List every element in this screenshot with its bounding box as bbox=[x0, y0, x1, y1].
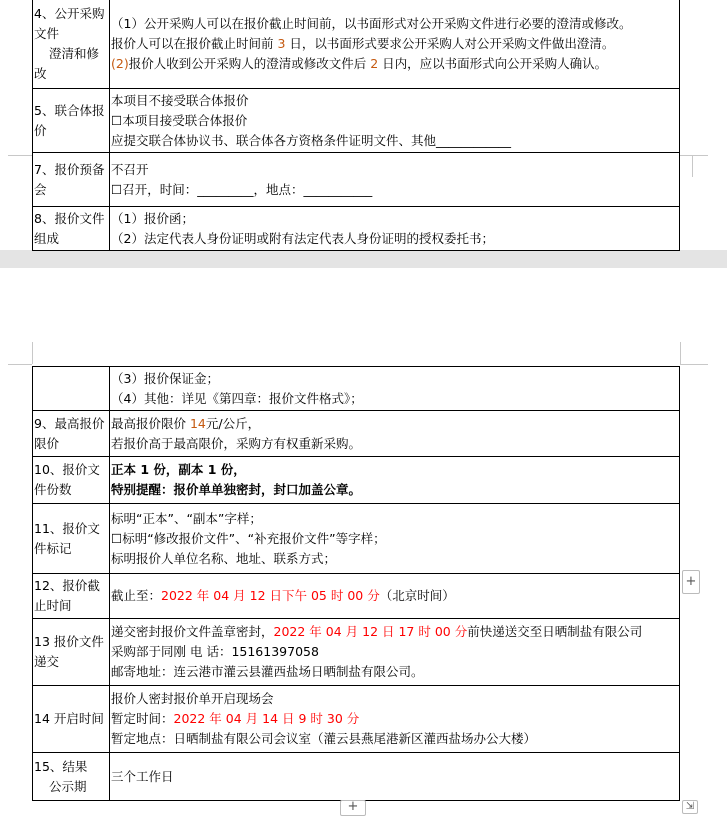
content-line bbox=[111, 549, 678, 569]
row-label: 公示期 bbox=[49, 778, 87, 794]
text-run: 不召开 bbox=[111, 161, 149, 177]
text-run: （1）公开采购人可以在报价截止时间前，以书面形式对公开采购文件进行必要的澄清或修改。 bbox=[111, 16, 632, 31]
content-line bbox=[111, 729, 678, 749]
content-line bbox=[111, 389, 678, 409]
page-corner-mark bbox=[680, 342, 681, 364]
row-content-cell[interactable] bbox=[110, 207, 680, 251]
page-separator bbox=[0, 250, 727, 268]
row-content-cell[interactable] bbox=[110, 0, 680, 89]
text-run: （2）法定代表人身份证明或附有法定代表人身份证明的授权委托书； bbox=[111, 230, 494, 246]
content-line bbox=[111, 460, 678, 480]
text-run: 采购部于同刚 电 话：15161397058 bbox=[111, 644, 319, 659]
row-content-cell[interactable] bbox=[110, 619, 680, 686]
row-label-cell bbox=[33, 504, 110, 574]
date-text: 2022 年 04 月 14 日 9 时 30 分 bbox=[173, 711, 360, 726]
table-resize-handle[interactable]: ⇲ bbox=[682, 800, 698, 814]
row-label: 4、公开采购文件 bbox=[34, 6, 105, 41]
text-run: （北京时间） bbox=[379, 588, 455, 603]
add-row-button[interactable]: + bbox=[682, 570, 700, 594]
text-run: 本项目不接受联合体报价 bbox=[111, 92, 249, 108]
table-row bbox=[33, 411, 680, 457]
row-label-cell bbox=[33, 207, 110, 251]
row-label-cell bbox=[33, 89, 110, 153]
row-label-cell bbox=[33, 153, 110, 207]
row-label-cell bbox=[33, 0, 110, 89]
page-corner-mark bbox=[692, 155, 693, 177]
row-label-cell bbox=[33, 574, 110, 619]
content-line bbox=[111, 480, 678, 500]
page-corner-mark bbox=[8, 364, 32, 365]
text-run: 日内，应以书面形式向公开采购人确认。 bbox=[378, 56, 608, 71]
text-run: （1）报价函； bbox=[111, 210, 194, 226]
table-row bbox=[33, 574, 680, 619]
text-run: 14 bbox=[189, 415, 206, 431]
page-corner-mark bbox=[32, 342, 33, 364]
text-run: 截止至： bbox=[111, 588, 162, 603]
row-content-cell[interactable] bbox=[110, 367, 680, 411]
text-run: 元/公斤， bbox=[205, 415, 261, 431]
text-run: 若报价高于最高限价，采购方有权重新采购。 bbox=[111, 435, 362, 451]
table-row bbox=[33, 367, 680, 411]
content-line bbox=[111, 229, 678, 249]
text-run: 正本 1 份，副本 1 份， bbox=[111, 462, 246, 477]
table-row bbox=[33, 207, 680, 251]
text-run: 最高报价限价 bbox=[111, 415, 190, 431]
row-label-cell bbox=[33, 753, 110, 801]
page-corner-mark bbox=[8, 155, 32, 156]
content-line bbox=[111, 111, 678, 131]
content-line bbox=[111, 434, 678, 454]
date-text: 2022 年 04 月 12 日下午 05 时 00 分 bbox=[161, 588, 380, 603]
text-run: 3 bbox=[277, 36, 286, 51]
row-content-cell[interactable] bbox=[110, 457, 680, 504]
text-run: ☐召开，时间：_________，地点：___________ bbox=[111, 181, 373, 197]
content-line bbox=[111, 689, 678, 709]
text-run: 2 bbox=[370, 56, 379, 71]
page-corner-mark bbox=[680, 364, 708, 365]
document-table-page-2 bbox=[32, 366, 680, 801]
text-run: （4）其他：详见《第四章：报价文件格式》； bbox=[111, 390, 363, 406]
text-run: 邮寄地址：连云港市灌云县灌西盐场日晒制盐有限公司。 bbox=[111, 664, 424, 679]
text-run: 日，以书面形式要求公开采购人对公开采购文件做出澄清。 bbox=[285, 36, 615, 51]
row-label: 9、最高报价限价 bbox=[34, 415, 105, 451]
table-row bbox=[33, 457, 680, 504]
content-line bbox=[111, 180, 678, 200]
content-line bbox=[111, 642, 678, 662]
row-content-cell[interactable] bbox=[110, 89, 680, 153]
content-line bbox=[111, 709, 678, 729]
date-text: 2022 年 04 月 12 日 17 时 00 分 bbox=[273, 624, 468, 639]
content-line bbox=[111, 622, 678, 642]
text-run: 特别提醒：报价单单独密封，封口加盖公章。 bbox=[111, 482, 362, 497]
row-label-cell bbox=[33, 411, 110, 457]
text-run: 前快递送交至日晒制盐有限公司 bbox=[467, 624, 643, 639]
document-table-page-1 bbox=[32, 0, 680, 251]
row-content-cell[interactable] bbox=[110, 153, 680, 207]
content-line bbox=[111, 14, 678, 34]
text-run: （3）报价保证金； bbox=[111, 370, 219, 386]
content-line bbox=[111, 529, 678, 549]
row-label: 7、报价预备会 bbox=[34, 161, 105, 197]
text-run: 报价人可以在报价截止时间前 bbox=[111, 36, 278, 51]
content-line bbox=[111, 414, 678, 434]
row-label-cell bbox=[33, 367, 110, 411]
row-label: 14 开启时间 bbox=[34, 711, 104, 726]
row-label-cell bbox=[33, 457, 110, 504]
row-label: 11、报价文件标记 bbox=[34, 520, 100, 556]
content-line bbox=[111, 160, 678, 180]
row-label: 10、报价文件份数 bbox=[34, 462, 100, 497]
row-label: 12、报价截止时间 bbox=[34, 578, 100, 613]
content-line bbox=[111, 34, 678, 54]
content-line bbox=[111, 586, 678, 606]
page-corner-mark bbox=[680, 155, 708, 156]
row-label: 8、报价文件组成 bbox=[34, 210, 105, 246]
content-line bbox=[111, 509, 678, 529]
row-label: 澄清和修改 bbox=[34, 46, 100, 81]
text-run: 递交密封报价文件盖章密封， bbox=[111, 624, 274, 639]
table-row bbox=[33, 753, 680, 801]
text-run: 暂定地点：日晒制盐有限公司会议室（灌云县燕尾港新区灌西盐场办公大楼） bbox=[111, 731, 537, 746]
content-line bbox=[111, 131, 678, 151]
text-run: (2) bbox=[111, 56, 129, 71]
text-run: ☐标明“修改报价文件”、“补充报价文件”等字样； bbox=[111, 530, 386, 546]
content-line bbox=[111, 209, 678, 229]
content-line bbox=[111, 369, 678, 389]
row-label-cell bbox=[33, 619, 110, 686]
table-row bbox=[33, 153, 680, 207]
table-row bbox=[33, 619, 680, 686]
content-line bbox=[111, 54, 678, 74]
text-run: 标明“正本”、“副本”字样； bbox=[111, 510, 262, 526]
row-label-cell bbox=[33, 686, 110, 753]
text-run: 报价人收到公开采购人的澄清或修改文件后 bbox=[128, 56, 371, 71]
text-run: 三个工作日 bbox=[111, 768, 174, 784]
table-row bbox=[33, 89, 680, 153]
text-run: ☐本项目接受联合体报价 bbox=[111, 112, 248, 128]
content-line bbox=[111, 662, 678, 682]
row-content-cell[interactable] bbox=[110, 504, 680, 574]
content-line bbox=[111, 767, 678, 787]
row-content-cell[interactable] bbox=[110, 411, 680, 457]
table-row bbox=[33, 686, 680, 753]
row-label: 15、结果 bbox=[34, 758, 88, 774]
text-run: 标明报价人单位名称、地址、联系方式； bbox=[111, 550, 337, 566]
content-line bbox=[111, 91, 678, 111]
row-content-cell[interactable] bbox=[110, 753, 680, 801]
row-content-cell[interactable] bbox=[110, 574, 680, 619]
text-run: 暂定时间： bbox=[111, 711, 174, 726]
row-content-cell[interactable] bbox=[110, 686, 680, 753]
text-run: 应提交联合体协议书、联合体各方资格条件证明文件、其他____________ bbox=[111, 132, 512, 148]
text-run: 报价人密封报价单开启现场会 bbox=[111, 691, 274, 706]
row-label: 5、联合体报价 bbox=[34, 102, 105, 138]
add-column-button[interactable]: + bbox=[340, 800, 366, 816]
row-label: 13 报价文件递交 bbox=[34, 634, 104, 669]
table-row bbox=[33, 504, 680, 574]
table-row bbox=[33, 0, 680, 89]
